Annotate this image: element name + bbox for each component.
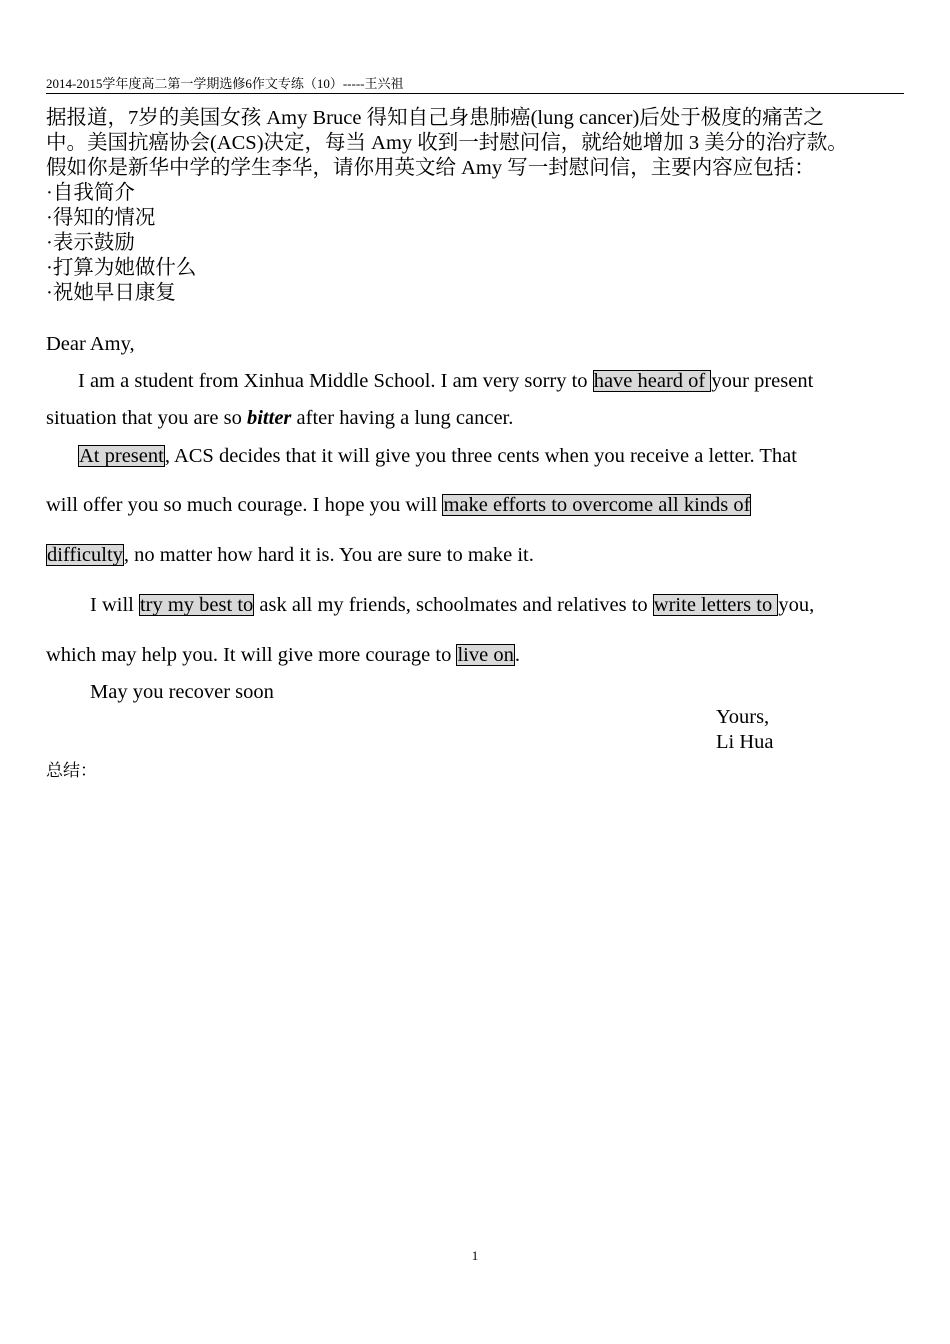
- letter-text: .: [514, 644, 520, 666]
- letter-text: you,: [778, 594, 815, 616]
- highlighted-phrase: try my best to: [139, 594, 254, 616]
- highlighted-phrase: At present: [79, 445, 164, 467]
- highlighted-phrase: write letters to: [653, 594, 778, 616]
- prompt-line: 假如你是新华中学的学生李华，请你用英文给 Amy 写一封慰问信，主要内容应包括：: [46, 157, 815, 179]
- letter-sign-off: Yours,: [716, 706, 770, 728]
- requirement-item: ·自我简介: [46, 182, 135, 204]
- requirement-item: ·表示鼓励: [46, 232, 135, 254]
- highlighted-phrase: difficulty: [47, 544, 123, 566]
- letter-text: ask all my friends, schoolmates and relatives to: [254, 594, 653, 616]
- requirement-item: ·打算为她做什么: [46, 257, 197, 279]
- letter-line: [46, 406, 513, 431]
- letter-line: [46, 643, 520, 668]
- letter-line: [78, 444, 797, 469]
- letter-line: [90, 593, 814, 618]
- letter-text: situation that you are so: [46, 407, 247, 429]
- letter-closing: May you recover soon: [90, 681, 274, 703]
- highlighted-phrase: make efforts to overcome all kinds of: [443, 494, 751, 516]
- page-header: 2014-2015学年度高二第一学期选修6作文专练（10）-----王兴祖: [46, 76, 904, 94]
- letter-line: [78, 369, 813, 394]
- letter-text: your present: [711, 370, 814, 392]
- letter-text: , no matter how hard it is. You are sure to make it.: [123, 544, 534, 566]
- requirement-list: [46, 181, 196, 306]
- letter-text: after having a lung cancer.: [291, 407, 514, 429]
- letter-line: [46, 543, 534, 568]
- letter-text: I am a student from Xinhua Middle School. I am very sorry to: [78, 370, 593, 392]
- letter-text: I will: [90, 594, 139, 616]
- letter-text: , ACS decides that it will give you three cents when you receive a letter. That: [164, 445, 797, 467]
- highlighted-phrase: live on: [457, 644, 514, 666]
- requirement-item: ·得知的情况: [46, 207, 156, 229]
- writing-prompt: [46, 106, 916, 181]
- prompt-line: 据报道，7岁的美国女孩 Amy Bruce 得知自己身患肺癌(lung cancer)后处于极度的痛苦之: [46, 107, 824, 129]
- letter-text: will offer you so much courage. I hope you will: [46, 494, 443, 516]
- page-number: 1: [471, 1248, 479, 1263]
- letter-line: [46, 493, 751, 518]
- emphasized-word: bitter: [246, 407, 292, 429]
- requirement-item: ·祝她早日康复: [46, 282, 176, 304]
- summary-label: 总结：: [46, 761, 97, 780]
- letter-signature: Li Hua: [716, 731, 774, 753]
- letter-greeting: Dear Amy,: [46, 333, 135, 355]
- letter-text: which may help you. It will give more courage to: [46, 644, 457, 666]
- prompt-line: 中。美国抗癌协会(ACS)决定，每当 Amy 收到一封慰问信，就给她增加 3 美分的治疗款。: [46, 132, 848, 154]
- highlighted-phrase: have heard of: [593, 370, 711, 392]
